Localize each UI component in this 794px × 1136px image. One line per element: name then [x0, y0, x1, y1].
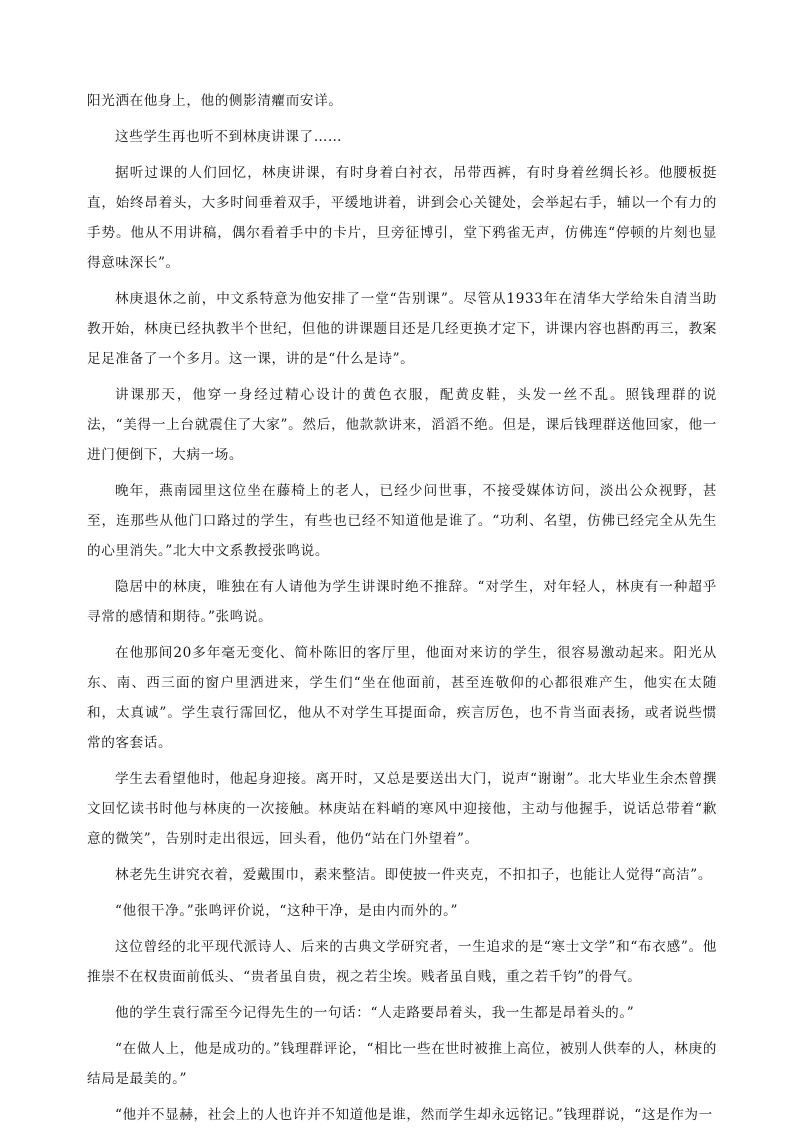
paragraph-2: 这些学生再也听不到林庚讲课了……	[115, 129, 343, 145]
paragraph-11: “他很干净。”张鸣评价说，“这种干净，是由内而外的。”	[115, 903, 459, 919]
paragraph-14: “在做人上，他是成功的。”钱理群评论，“相比一些在世时被推上高位，被别人供奉的人，林庚的结局是最美的。”	[87, 1041, 717, 1087]
paragraph-6: 晚年，燕南园里这位坐在藤椅上的老人，已经少问世事，不接受媒体访问，淡出公众视野，甚至，连那些从他门口路过的学生，有些也已经不知道他是谁了。“功利、名望，仿佛已经完全从先生的心里消失。”北大中文系教授张鸣说。	[87, 483, 717, 559]
paragraph-13: 他的学生袁行霈至今记得先生的一句话：“人走路要昂着头，我一生都是昂着头的。”	[115, 1005, 635, 1021]
paragraph-4: 林庚退休之前，中文系特意为他安排了一堂“告别课”。尽管从1933年在清华大学给朱自清当助教开始，林庚已经执教半个世纪，但他的讲课题目还是几经更换才定下，讲课内容也斟酌再三，教案足足准备了一个多月。这一课，讲的是“什么是诗”。	[87, 291, 717, 367]
paragraph-1: 阳光洒在他身上，他的侧影清癯而安详。	[87, 93, 343, 109]
paragraph-10: 林老先生讲究衣着，爱戴围巾，素来整洁。即使披一件夹克，不扣扣子，也能让人觉得“高洁”。	[115, 867, 713, 883]
paragraph-7: 隐居中的林庚，唯独在有人请他为学生讲课时绝不推辞。“对学生，对年轻人，林庚有一种超乎寻常的感情和期待。”张鸣说。	[87, 579, 717, 625]
paragraph-12: 这位曾经的北平现代派诗人、后来的古典文学研究者，一生追求的是“寒士文学”和“布衣感”。他推崇不在权贵面前低头、“贵者虽自贵，视之若尘埃。贱者虽自贱，重之若千钧”的骨气。	[87, 939, 717, 985]
paragraph-8: 在他那间20多年毫无变化、简朴陈旧的客厅里，他面对来访的学生，很容易激动起来。阳光从东、南、西三面的窗户里洒进来，学生们“坐在他面前，甚至连敬仰的心都很难产生，他实在太随和，太真诚”。学生袁行霈回忆，他从不对学生耳提面命，疾言厉色，也不肯当面表扬，或者说些惯常的客套话。	[87, 645, 717, 751]
paragraph-9: 学生去看望他时，他起身迎接。离开时，又总是要送出大门，说声“谢谢”。北大毕业生余杰曾撰文回忆读书时他与林庚的一次接触。林庚站在料峭的寒风中迎接他，主动与他握手，说话总带着“歉意的微笑”，告别时走出很远，回头看，他仍“站在门外望着”。	[87, 771, 717, 847]
paragraph-15: “他并不显赫，社会上的人也许并不知道他是谁，然而学生却永远铭记。”钱理群说，“这是作为一	[115, 1107, 713, 1123]
paragraph-5: 讲课那天，他穿一身经过精心设计的黄色衣服，配黄皮鞋，头发一丝不乱。照钱理群的说法，“美得一上台就震住了大家”。然后，他款款讲来，滔滔不绝。但是，课后钱理群送他回家，他一进门便倒下，大病一场。	[87, 387, 717, 463]
paragraph-3: 据听过课的人们回忆，林庚讲课，有时身着白衬衣，吊带西裤，有时身着丝绸长衫。他腰板挺直，始终昂着头，大多时间垂着双手，平缓地讲着，讲到会心关键处，会举起右手，辅以一个有力的手势。他从不用讲稿，偶尔看着手中的卡片，旦旁征博引，堂下鸦雀无声，仿佛连“停顿的片刻也显得意味深长”。	[87, 165, 717, 271]
document-page	[87, 86, 717, 1136]
